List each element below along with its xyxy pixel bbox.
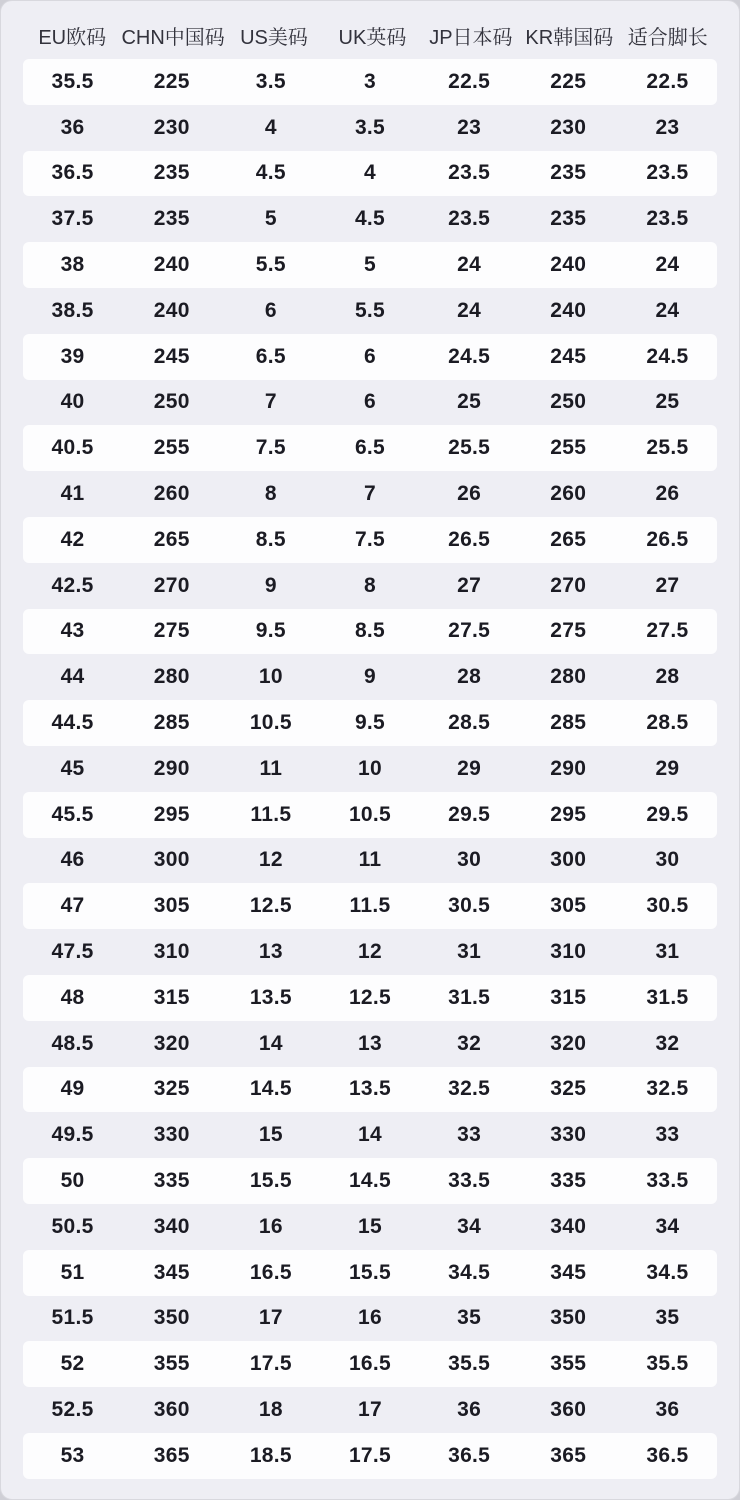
table-cell: 355 [550, 1352, 587, 1376]
table-cell: 9 [264, 573, 277, 597]
table-cell: 45 [60, 756, 85, 780]
table-cell: 50.5 [51, 1214, 94, 1238]
table-cell: 10.5 [348, 802, 392, 826]
table-cell: 18 [258, 1398, 283, 1421]
table-cell: 40.5 [51, 436, 94, 460]
table-cell: 24.5 [448, 344, 491, 368]
table-cell: 37.5 [51, 207, 94, 231]
table-cell: 38 [60, 253, 85, 277]
table-cell: 36.5 [448, 1443, 491, 1467]
table-cell: 335 [550, 1169, 587, 1193]
table-row [23, 1112, 717, 1158]
table-cell: 275 [153, 619, 190, 643]
table-row [23, 1067, 717, 1113]
table-cell: 345 [550, 1260, 587, 1284]
table-cell: 23.5 [448, 207, 491, 231]
table-cell: 11.5 [349, 894, 391, 918]
table-row [23, 700, 717, 746]
table-cell: 31.5 [646, 985, 689, 1009]
table-cell: 265 [153, 527, 190, 551]
table-cell: 17 [358, 1398, 382, 1421]
table-cell: 250 [550, 390, 587, 414]
table-cell: 36 [457, 1398, 482, 1421]
table-cell: 15 [358, 1214, 382, 1238]
table-cell: 4.5 [255, 161, 286, 185]
table-cell: 11 [358, 848, 382, 872]
table-cell: 290 [153, 756, 190, 780]
table-cell: 245 [550, 344, 587, 368]
table-cell: 24 [457, 253, 482, 277]
table-cell: 32 [457, 1031, 482, 1055]
table-cell: 24 [457, 298, 482, 322]
table-cell: 32.5 [646, 1077, 689, 1101]
table-cell: 34 [655, 1214, 680, 1238]
column-header: EU欧码 [38, 26, 107, 49]
table-row [23, 654, 717, 700]
table-cell: 28 [457, 665, 482, 689]
table-cell: 235 [153, 161, 190, 185]
table-cell: 230 [550, 115, 587, 139]
table-cell: 260 [153, 482, 190, 506]
table-cell: 7 [364, 482, 376, 506]
table-cell: 49.5 [51, 1123, 94, 1147]
column-header: KR韩国码 [525, 26, 614, 49]
table-cell: 34.5 [448, 1260, 491, 1284]
table-cell: 35.5 [51, 69, 94, 93]
table-cell: 31 [655, 940, 680, 964]
table-cell: 345 [153, 1260, 190, 1284]
table-row [23, 105, 717, 151]
table-cell: 25.5 [448, 436, 491, 460]
table-cell: 300 [550, 848, 587, 872]
table-cell: 310 [550, 940, 587, 964]
table-cell: 53 [60, 1443, 85, 1467]
table-cell: 49 [60, 1077, 85, 1101]
table-cell: 24.5 [646, 344, 689, 368]
table-cell: 330 [153, 1123, 190, 1147]
table-cell: 335 [153, 1169, 190, 1193]
table-cell: 26.5 [646, 527, 689, 551]
table-cell: 33 [457, 1123, 482, 1147]
table-cell: 22.5 [448, 69, 491, 93]
table-cell: 3 [364, 69, 376, 93]
table-cell: 44.5 [51, 711, 94, 735]
table-row [23, 746, 717, 792]
table-cell: 295 [153, 802, 190, 826]
table-cell: 51 [60, 1260, 85, 1284]
table-cell: 33 [655, 1123, 680, 1147]
table-cell: 15.5 [348, 1260, 392, 1284]
table-cell: 240 [153, 253, 190, 277]
table-cell: 5 [364, 253, 376, 277]
table-cell: 4 [264, 115, 277, 139]
table-cell: 240 [550, 298, 587, 322]
table-cell: 36 [60, 115, 85, 139]
table-cell: 230 [153, 115, 190, 139]
table-row [23, 563, 717, 609]
table-row [23, 1250, 717, 1296]
table-row [23, 151, 717, 197]
table-cell: 5.5 [354, 298, 386, 322]
table-row [23, 1387, 717, 1433]
table-cell: 31 [457, 940, 482, 964]
table-row [23, 838, 717, 884]
table-cell: 14.5 [348, 1169, 392, 1193]
table-cell: 13 [358, 1031, 382, 1055]
table-row [23, 1021, 717, 1067]
table-cell: 42.5 [51, 573, 94, 597]
table-cell: 340 [153, 1214, 190, 1238]
table-cell: 320 [153, 1031, 190, 1055]
table-row [23, 1158, 717, 1204]
table-cell: 235 [550, 161, 587, 185]
table-cell: 4 [364, 161, 376, 185]
table-cell: 14.5 [249, 1077, 292, 1101]
table-cell: 350 [153, 1306, 190, 1330]
table-cell: 22.5 [646, 69, 689, 93]
table-cell: 14 [258, 1031, 283, 1055]
table-cell: 285 [550, 711, 587, 735]
table-row [23, 1341, 717, 1387]
table-cell: 29.5 [646, 802, 689, 826]
table-cell: 350 [550, 1306, 587, 1330]
table-cell: 325 [550, 1077, 587, 1101]
table-cell: 3.5 [354, 115, 386, 139]
table-cell: 225 [153, 69, 190, 93]
table-row [23, 471, 717, 517]
column-header: CHN中国码 [121, 26, 225, 49]
table-cell: 4.5 [354, 207, 386, 231]
table-cell: 14 [358, 1123, 382, 1147]
table-cell: 355 [153, 1352, 190, 1376]
table-cell: 315 [153, 985, 190, 1009]
table-cell: 35.5 [646, 1352, 689, 1376]
table-cell: 8 [364, 573, 376, 597]
table-cell: 6 [364, 344, 376, 368]
table-cell: 25 [655, 390, 680, 414]
table-header-row [23, 1, 717, 59]
table-cell: 26.5 [448, 527, 491, 551]
table-cell: 300 [153, 848, 190, 872]
table-cell: 260 [550, 482, 587, 506]
column-header: 适合脚长 [627, 26, 708, 49]
table-cell: 15.5 [249, 1169, 292, 1193]
table-cell: 38.5 [51, 298, 94, 322]
table-cell: 29.5 [448, 802, 491, 826]
table-cell: 52.5 [51, 1398, 94, 1421]
table-cell: 8 [264, 482, 277, 506]
table-row [23, 929, 717, 975]
table-cell: 280 [550, 665, 587, 689]
table-cell: 7 [264, 390, 277, 414]
table-cell: 245 [153, 344, 190, 368]
table-cell: 280 [153, 665, 190, 689]
table-row [23, 380, 717, 426]
table-cell: 310 [153, 940, 190, 964]
table-cell: 11.5 [250, 802, 292, 826]
table-cell: 25 [457, 390, 482, 414]
table-cell: 36.5 [646, 1443, 689, 1467]
table-cell: 295 [550, 802, 587, 826]
table-row [23, 288, 717, 334]
table-cell: 48.5 [51, 1031, 94, 1055]
table-cell: 3.5 [255, 69, 286, 93]
table-cell: 52 [60, 1352, 85, 1376]
table-cell: 13 [258, 940, 283, 964]
table-cell: 7.5 [255, 436, 286, 460]
table-cell: 360 [153, 1398, 190, 1421]
table-cell: 340 [550, 1214, 587, 1238]
table-cell: 33.5 [646, 1169, 689, 1193]
table-cell: 16 [258, 1214, 283, 1238]
table-cell: 47.5 [51, 940, 94, 964]
table-cell: 18.5 [249, 1443, 292, 1467]
table-cell: 330 [550, 1123, 587, 1147]
table-cell: 325 [153, 1077, 190, 1101]
table-row [23, 334, 717, 380]
table-cell: 275 [550, 619, 587, 643]
table-cell: 235 [153, 207, 190, 231]
table-row [23, 59, 717, 105]
table-cell: 360 [550, 1398, 587, 1421]
table-cell: 32 [655, 1031, 680, 1055]
table-cell: 35 [655, 1306, 680, 1330]
table-cell: 9.5 [255, 619, 286, 643]
table-cell: 48 [60, 985, 85, 1009]
column-header: JP日本码 [429, 26, 513, 49]
table-cell: 12 [258, 848, 283, 872]
table-cell: 30.5 [646, 894, 689, 918]
table-cell: 28.5 [646, 711, 689, 735]
table-cell: 23.5 [448, 161, 491, 185]
table-cell: 290 [550, 756, 587, 780]
table-cell: 27 [655, 573, 680, 597]
table-cell: 12 [358, 940, 382, 964]
table-cell: 305 [153, 894, 190, 918]
table-cell: 255 [153, 436, 190, 460]
table-cell: 9.5 [354, 711, 386, 735]
table-cell: 42 [60, 527, 85, 551]
table-cell: 39 [60, 344, 85, 368]
table-cell: 17.5 [249, 1352, 292, 1376]
table-cell: 270 [153, 573, 190, 597]
table-cell: 6.5 [255, 344, 286, 368]
table-cell: 8.5 [255, 527, 286, 551]
table-cell: 7.5 [354, 527, 386, 551]
table-cell: 15 [258, 1123, 283, 1147]
table-cell: 28.5 [448, 711, 491, 735]
table-cell: 265 [550, 527, 587, 551]
table-cell: 35 [457, 1306, 482, 1330]
table-cell: 50 [60, 1169, 85, 1193]
table-cell: 31.5 [448, 985, 491, 1009]
table-cell: 10 [358, 756, 382, 780]
table-cell: 44 [60, 665, 85, 689]
table-cell: 43 [60, 619, 85, 643]
table-cell: 51.5 [51, 1306, 94, 1330]
table-cell: 365 [550, 1443, 587, 1467]
table-cell: 30 [655, 848, 680, 872]
table-cell: 27 [457, 573, 482, 597]
table-cell: 24 [655, 253, 680, 277]
table-cell: 25.5 [646, 436, 689, 460]
table-cell: 13.5 [348, 1077, 392, 1101]
table-body [1, 59, 739, 1479]
table-cell: 26 [457, 482, 482, 506]
table-cell: 16.5 [348, 1352, 392, 1376]
table-row [23, 517, 717, 563]
table-row [23, 1296, 717, 1342]
table-cell: 10.5 [249, 711, 292, 735]
table-cell: 34 [457, 1214, 482, 1238]
table-cell: 27.5 [646, 619, 689, 643]
table-cell: 12.5 [348, 985, 392, 1009]
table-cell: 40 [60, 390, 85, 414]
table-cell: 24 [655, 298, 680, 322]
table-cell: 23 [655, 115, 680, 139]
table-cell: 30.5 [448, 894, 491, 918]
table-cell: 23.5 [646, 161, 689, 185]
table-cell: 26 [655, 482, 680, 506]
table-cell: 365 [153, 1443, 190, 1467]
table-row [23, 975, 717, 1021]
table-cell: 6.5 [354, 436, 386, 460]
table-cell: 17.5 [348, 1443, 392, 1467]
table-cell: 45.5 [51, 802, 94, 826]
table-cell: 240 [550, 253, 587, 277]
column-header: UK英码 [338, 26, 407, 49]
table-row [23, 609, 717, 655]
table-cell: 11 [259, 756, 283, 780]
table-row [23, 242, 717, 288]
table-row [23, 883, 717, 929]
table-cell: 16.5 [249, 1260, 292, 1284]
table-cell: 27.5 [448, 619, 491, 643]
table-row [23, 792, 717, 838]
table-cell: 23.5 [646, 207, 689, 231]
table-cell: 285 [153, 711, 190, 735]
table-cell: 315 [550, 985, 587, 1009]
table-cell: 30 [457, 848, 482, 872]
table-cell: 33.5 [448, 1169, 491, 1193]
table-cell: 6 [264, 298, 277, 322]
table-cell: 320 [550, 1031, 587, 1055]
table-cell: 47 [60, 894, 85, 918]
table-cell: 6 [364, 390, 376, 414]
table-cell: 41 [60, 482, 85, 506]
table-cell: 5.5 [255, 253, 286, 277]
table-cell: 8.5 [354, 619, 386, 643]
table-cell: 23 [457, 115, 482, 139]
table-cell: 28 [655, 665, 680, 689]
table-cell: 29 [655, 756, 680, 780]
table-cell: 32.5 [448, 1077, 491, 1101]
table-cell: 5 [264, 207, 277, 231]
table-cell: 36 [655, 1398, 680, 1421]
table-row [23, 196, 717, 242]
table-cell: 46 [60, 848, 85, 872]
table-cell: 10 [258, 665, 283, 689]
table-cell: 240 [153, 298, 190, 322]
table-cell: 35.5 [448, 1352, 491, 1376]
column-header: US美码 [240, 26, 308, 49]
table-cell: 12.5 [249, 894, 292, 918]
table-cell: 16 [358, 1306, 382, 1330]
table-row [23, 425, 717, 471]
table-cell: 36.5 [51, 161, 94, 185]
table-cell: 255 [550, 436, 587, 460]
table-cell: 225 [550, 69, 587, 93]
table-row [23, 1433, 717, 1479]
table-cell: 34.5 [646, 1260, 689, 1284]
table-cell: 13.5 [249, 985, 292, 1009]
table-cell: 9 [364, 665, 376, 689]
table-cell: 305 [550, 894, 587, 918]
table-cell: 270 [550, 573, 587, 597]
table-cell: 250 [153, 390, 190, 414]
table-cell: 235 [550, 207, 587, 231]
table-row [23, 1204, 717, 1250]
table-cell: 17 [258, 1306, 283, 1330]
table-cell: 29 [457, 756, 482, 780]
